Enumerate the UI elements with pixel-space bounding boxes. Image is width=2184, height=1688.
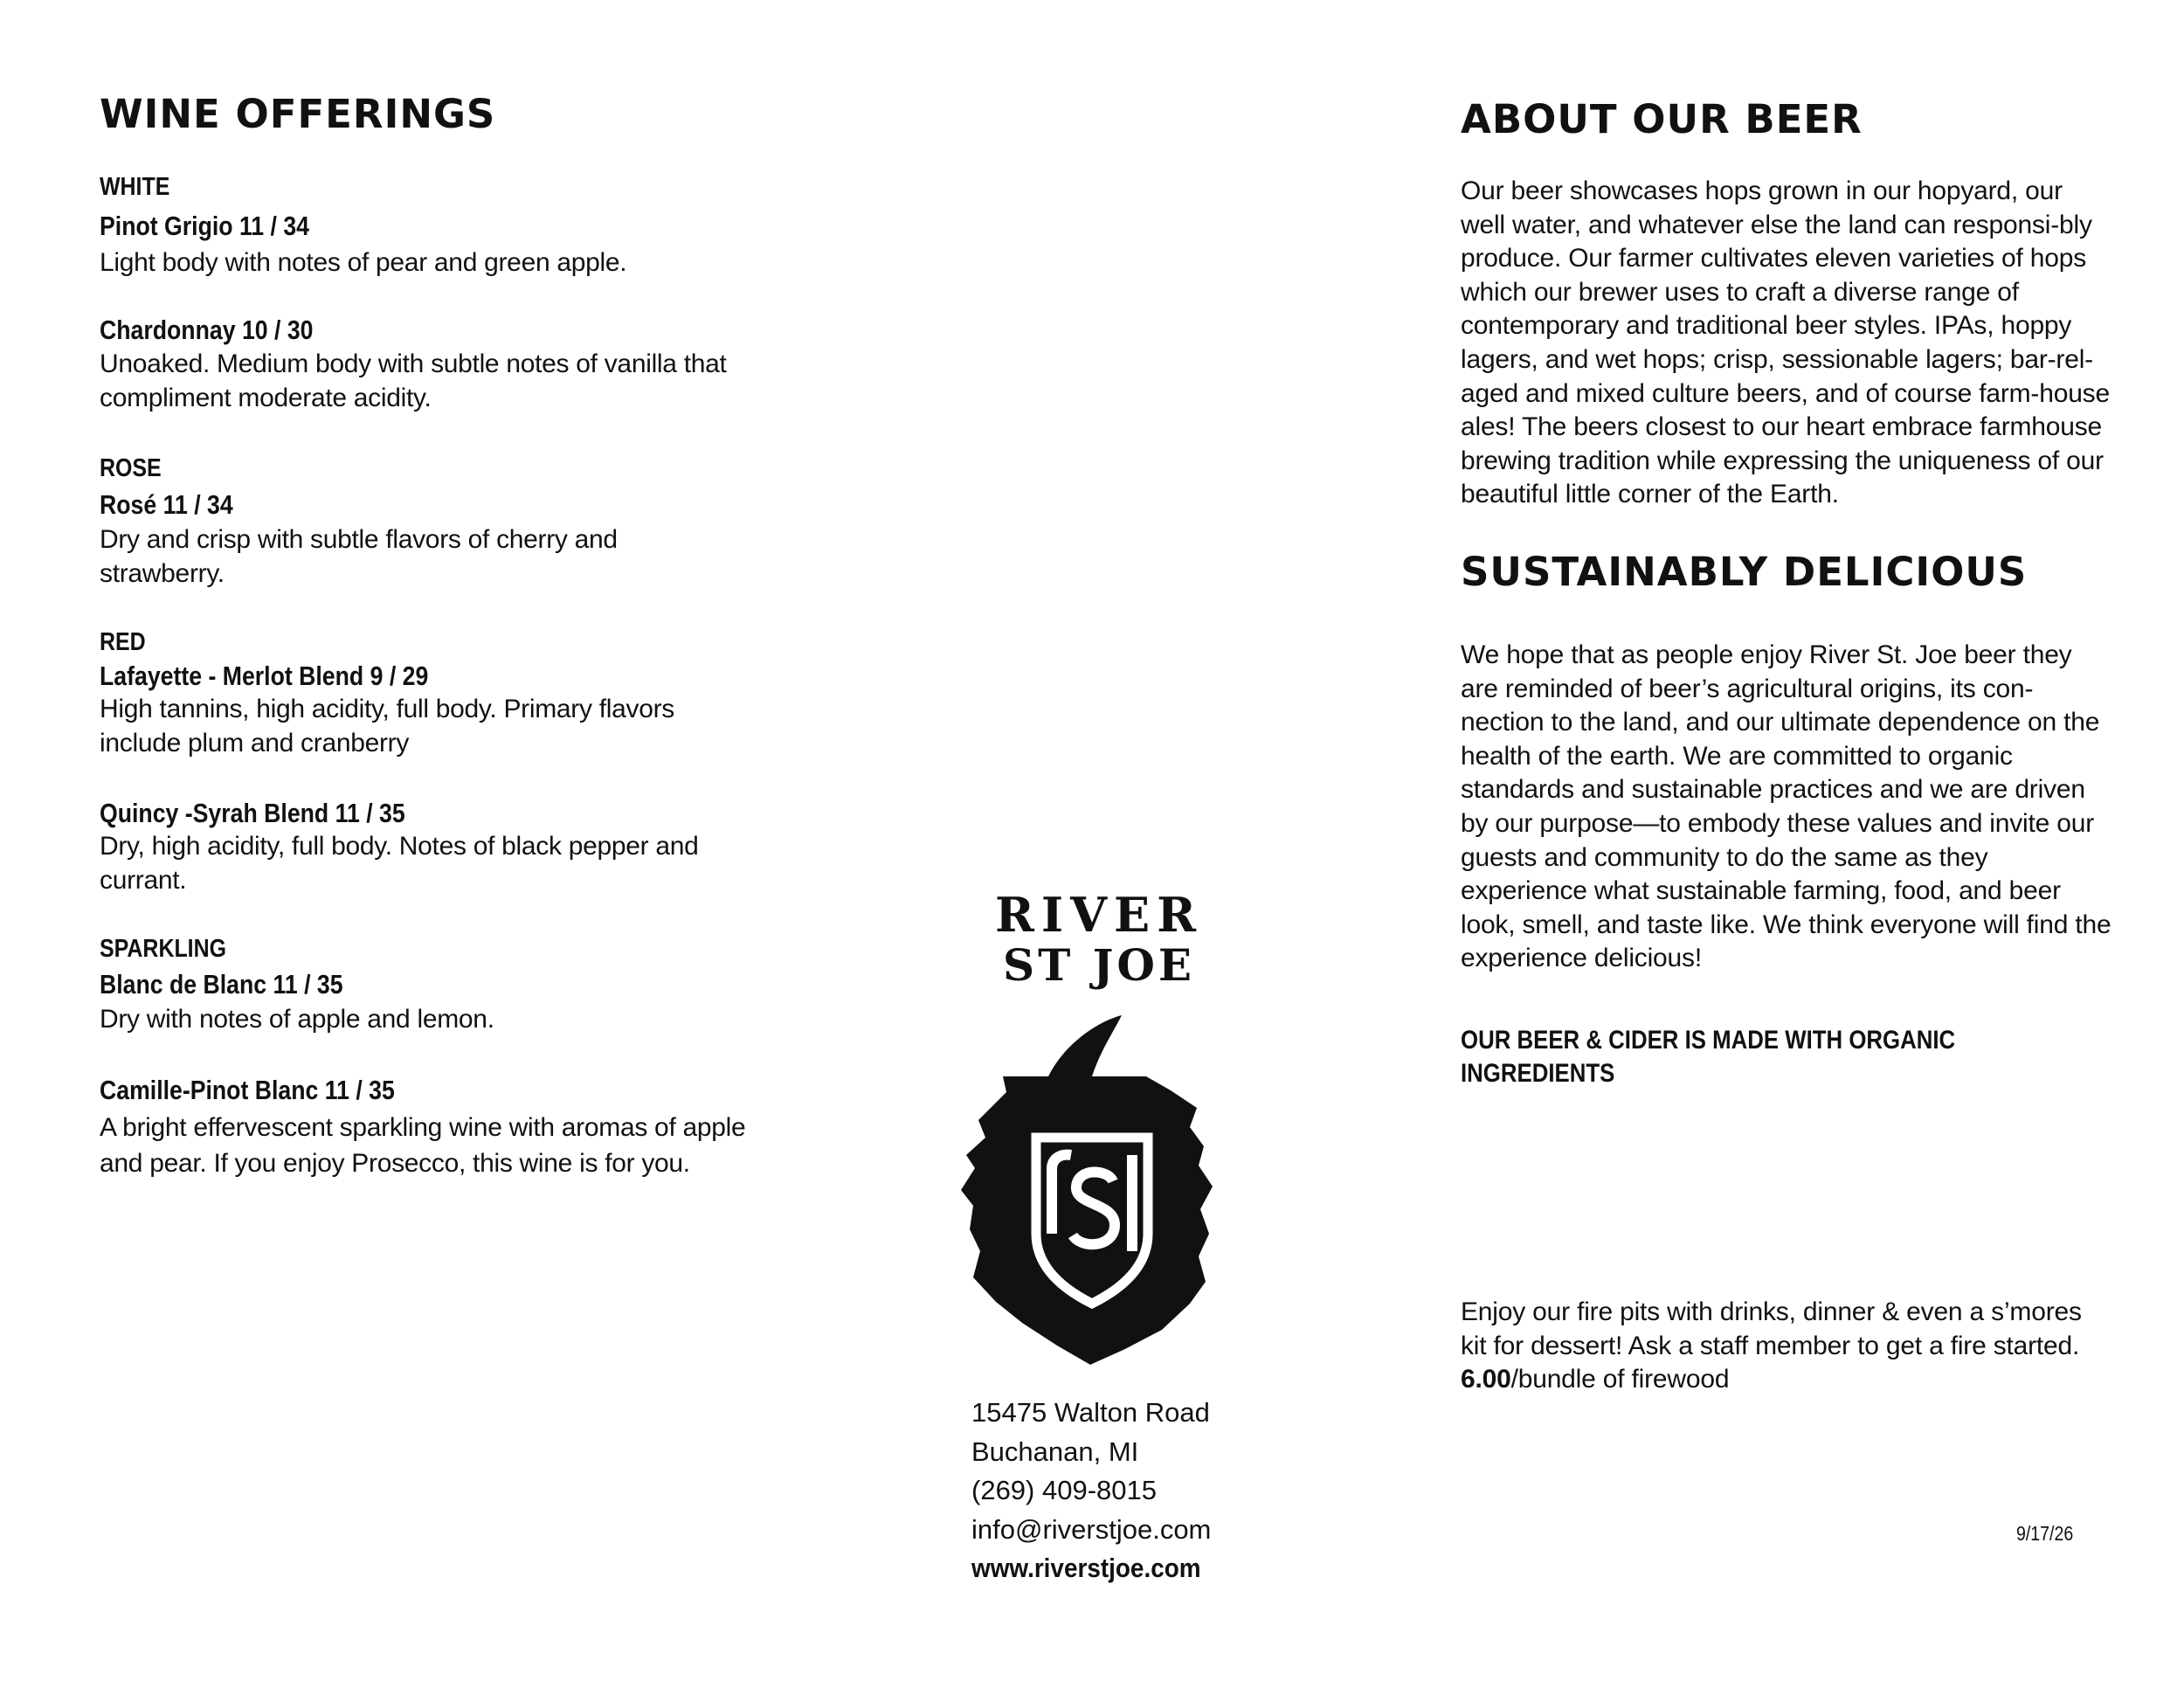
- wine-description: Dry and crisp with subtle flavors of cherry and strawberry.: [100, 525, 618, 588]
- logo-wordmark-river: RIVER: [994, 887, 1204, 943]
- firepit-note: [1461, 1296, 2090, 1397]
- wine-name: Blanc de Blanc 11 / 35: [100, 969, 343, 1000]
- firewood-price: 6.00: [1461, 1365, 1511, 1394]
- address-line: 15475 Walton Road: [971, 1397, 1210, 1428]
- wine-name: Lafayette - Merlot Blend 9 / 29: [100, 661, 429, 691]
- organic-note: OUR BEER & CIDER IS MADE WITH ORGANIC INGREDIENTS: [1461, 1026, 1956, 1088]
- contact-info: [971, 1394, 1338, 1588]
- date-stamp: 9/17/26: [2016, 1522, 2074, 1545]
- email-link[interactable]: info@riverstjoe.com: [971, 1513, 1212, 1545]
- category-sparkling: SPARKLING: [100, 935, 227, 963]
- river-st-joe-logo: [959, 887, 1239, 991]
- city-line: Buchanan, MI: [971, 1435, 1139, 1467]
- wine-name: Pinot Grigio 11 / 34: [100, 211, 310, 241]
- wine-name: Quincy -Syrah Blend 11 / 35: [100, 798, 405, 828]
- category-white: WHITE: [100, 173, 170, 201]
- firepit-unit: /bundle of firewood: [1510, 1365, 1730, 1394]
- wine-description: Dry with notes of apple and lemon.: [100, 1005, 494, 1034]
- wine-offerings-title: WINE OFFERINGS: [100, 91, 496, 137]
- website-link[interactable]: www.riverstjoe.com: [971, 1553, 1201, 1583]
- logo-wordmark-st-joe: ST JOE: [1002, 939, 1196, 991]
- wine-description: Light body with notes of pear and green apple.: [100, 248, 627, 277]
- wine-description: Dry, high acidity, full body. Notes of black pepper and currant.: [100, 832, 699, 895]
- category-red: RED: [100, 628, 146, 656]
- wine-name: Rosé 11 / 34: [100, 489, 233, 520]
- about-beer-body: Our beer showcases hops grown in our hopyard, our well water, and whatever else the land can responsi-bly produce. Our farmer cultivates eleven varieties of hops which our brewer uses to craft a diverse range of contemporary and traditional beer styles. IPAs, hoppy lagers, and wet hops; crisp, sessionable lagers; bar-rel-aged and mixed culture beers, and of course farm-house ales! The beers closest to our heart embrace farmhouse brewing tradition while expressing the uniqueness of our beautiful little corner of the Earth.: [1461, 176, 2110, 509]
- phone-number[interactable]: (269) 409-8015: [971, 1475, 1157, 1505]
- sustainably-title: SUSTAINABLY DELICIOUS: [1461, 549, 2028, 595]
- sustainably-body: We hope that as people enjoy River St. Joe beer they are reminded of beer’s agricultural origins, its con-nection to the land, and our ultimate dependence on the health of the earth. We are committed to organic standards and sustainable practices and we are driven by our purpose—to embody these values and invite our guests and community to do the same as they experience what sustainable farming, food, and beer look, smell, and taste like. We think everyone will find the experience delicious!: [1461, 640, 2111, 973]
- hop-cone-logo-icon: [961, 1015, 1213, 1369]
- wine-description: High tannins, high acidity, full body. Primary flavors include plum and cranberry: [100, 695, 674, 758]
- wine-name: Camille-Pinot Blanc 11 / 35: [100, 1075, 395, 1105]
- wine-description: A bright effervescent sparkling wine with aromas of apple and pear. If you enjoy Prosecco, this wine is for you.: [100, 1113, 746, 1178]
- about-beer-title: ABOUT OUR BEER: [1461, 96, 1863, 142]
- category-rose: ROSE: [100, 454, 162, 482]
- firepit-text: Enjoy our fire pits with drinks, dinner & even a s’mores kit for dessert! Ask a staff member to get a fire started.: [1461, 1297, 2082, 1360]
- wine-name: Chardonnay 10 / 30: [100, 315, 314, 345]
- wine-description: Unoaked. Medium body with subtle notes of vanilla that compliment moderate acidity.: [100, 349, 727, 412]
